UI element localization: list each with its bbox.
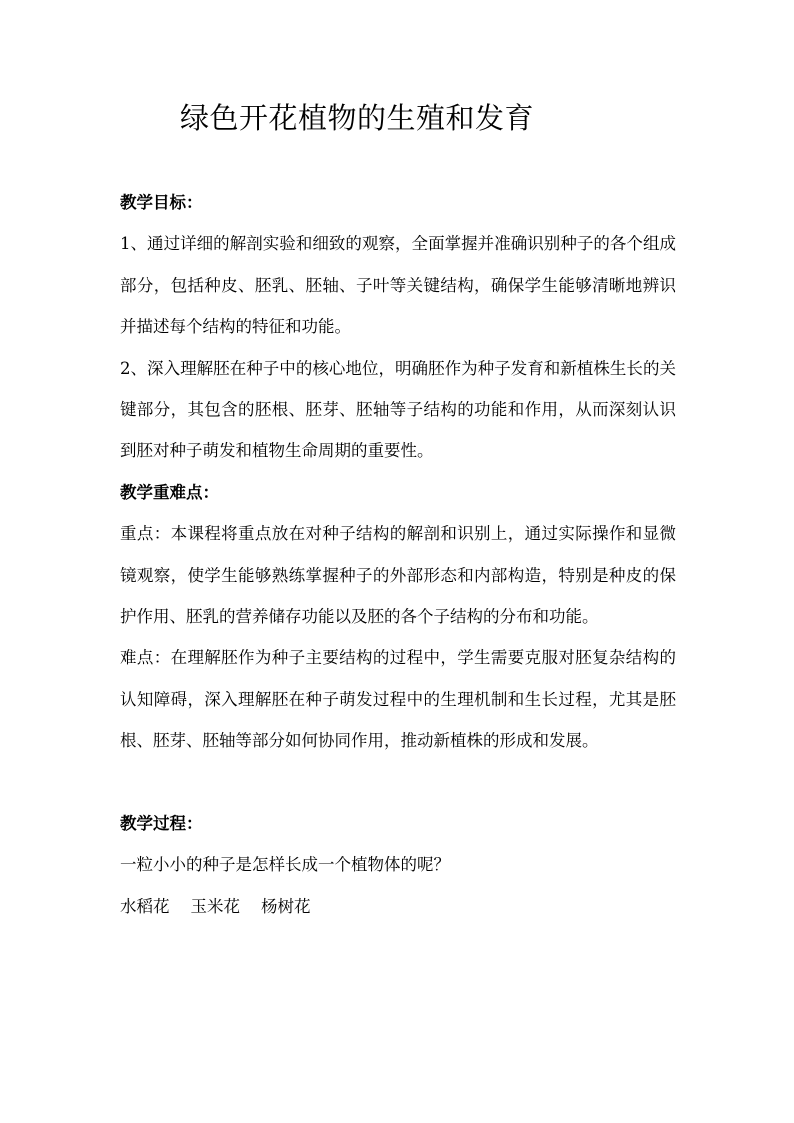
key-points-heading: 教学重难点： <box>120 482 219 502</box>
process-question: 一粒小小的种子是怎样长成一个植物体的呢？ <box>120 855 450 875</box>
flower-list <box>120 886 676 927</box>
flower-item: 杨树花 <box>260 896 311 916</box>
flower-item: 玉米花 <box>190 896 240 916</box>
objectives-heading: 教学目标： <box>120 193 203 212</box>
objective-item-2: 2、深入理解胚在种子中的核心地位，明确胚作为种子发育和新植株生长的关键部分，其包含的胚根、胚芽、胚轴等子结构的功能和作用，从而深刻认识到胚对种子萌发和植物生命周期的重要性。 <box>120 358 676 461</box>
flower-item: 水稻花 <box>120 896 170 916</box>
blank-line <box>120 762 676 803</box>
document-body <box>120 182 676 927</box>
difficulty-paragraph: 难点：在理解胚作为种子主要结构的过程中，学生需要克服对胚复杂结构的认知障碍，深入理解胚在种子萌发过程中的生理机制和生长过程，尤其是胚根、胚芽、胚轴等部分如何协同作用，推动新植株的形成和发展。 <box>120 648 676 751</box>
focus-paragraph: 重点：本课程将重点放在对种子结构的解剖和识别上，通过实际操作和显微镜观察，使学生能够熟练掌握种子的外部形态和内部构造，特别是种皮的保护作用、胚乳的营养储存功能以及胚的各个子结构的分布和功能。 <box>120 524 676 627</box>
process-heading: 教学过程： <box>120 814 203 834</box>
objective-item-1: 1、通过详细的解剖实验和细致的观察，全面掌握并准确识别种子的各个组成部分，包括种皮、胚乳、胚轴、子叶等关键结构，确保学生能够清晰地辨识并描述每个结构的特征和功能。 <box>120 234 676 337</box>
document-title: 绿色开花植物的生殖和发育 <box>180 101 535 135</box>
